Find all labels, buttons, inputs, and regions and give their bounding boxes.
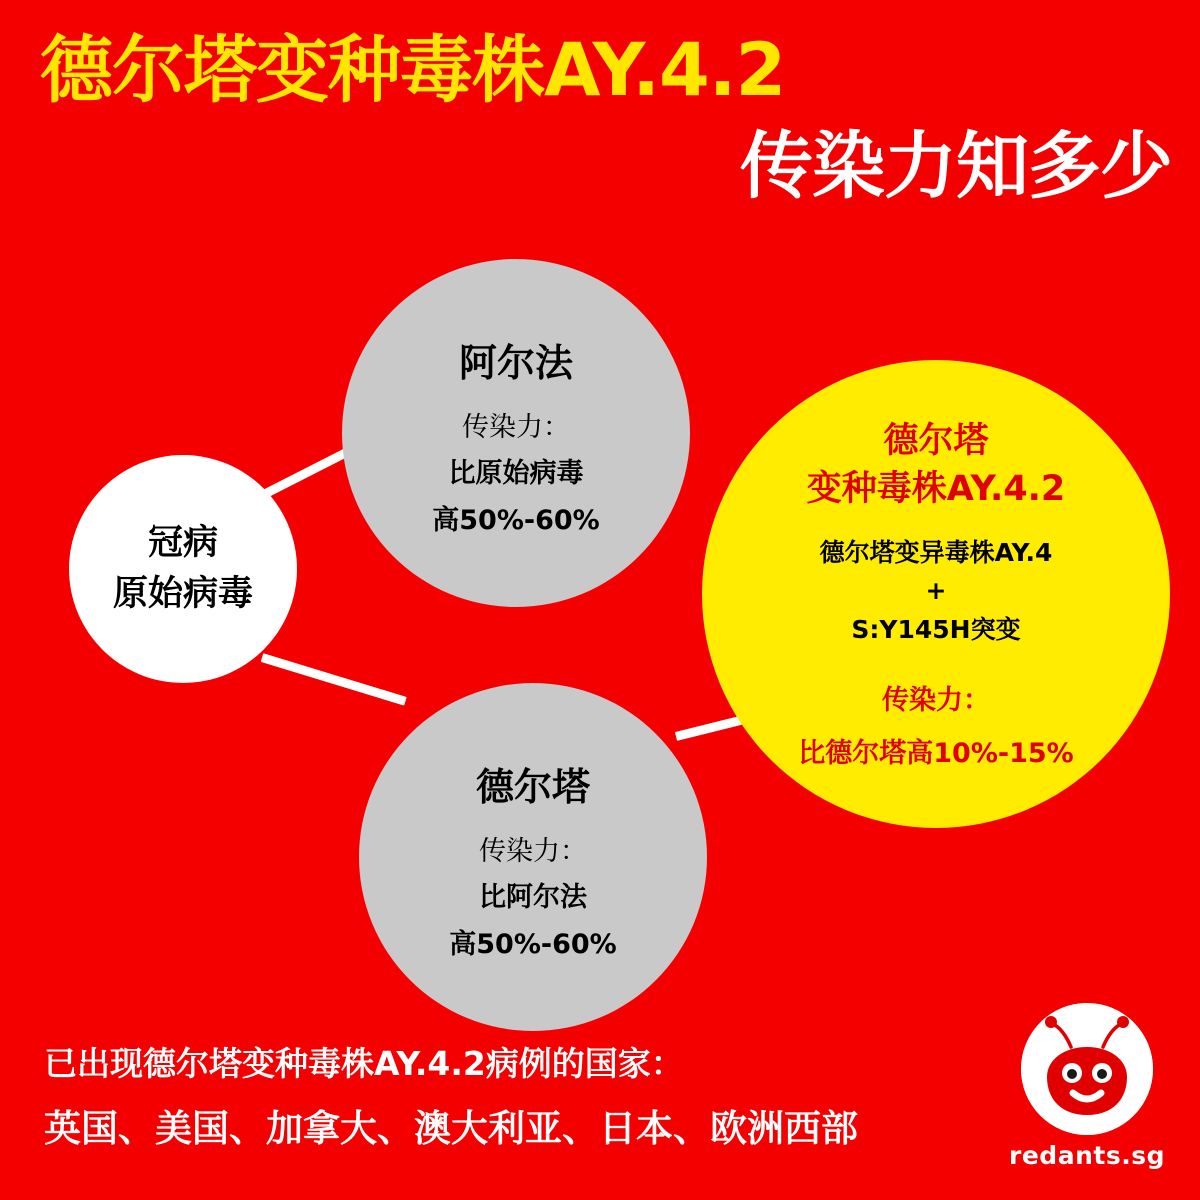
node-alpha-transmissibility-label: 传染力： <box>462 411 570 443</box>
node-alpha-line-1: 比原始病毒 <box>448 458 584 490</box>
footer-line-2: 英国、美国、加拿大、澳大利亚、日本、欧洲西部 <box>44 1106 858 1150</box>
node-ay42-composition-line-1: 德尔塔变异毒株AY.4 <box>819 538 1053 568</box>
footer-line-1: 已出现德尔塔变种毒株AY.4.2病例的国家： <box>44 1044 684 1083</box>
brand-name: redants.sg <box>1009 1141 1165 1170</box>
node-ay42-composition-line-3: S:Y145H突变 <box>851 614 1021 644</box>
footer-note <box>44 1039 994 1156</box>
node-original-virus <box>69 455 297 683</box>
node-delta-line-1: 比阿尔法 <box>479 882 587 914</box>
node-origin-title-line-2: 原始病毒 <box>112 574 253 614</box>
node-ay42-transmissibility-value: 比德尔塔高10%-15% <box>798 737 1074 769</box>
node-ay42-title-line-1: 德尔塔 <box>883 421 989 462</box>
page-title-line-1: 德尔塔变种毒株AY.4.2 <box>40 28 786 113</box>
node-delta-heading: 德尔塔 <box>475 764 590 809</box>
page-title-line-2: 传染力知多少 <box>740 124 1172 209</box>
node-delta-transmissibility-label: 传染力： <box>479 835 587 867</box>
node-ay42-variant <box>702 360 1170 828</box>
brand-logo <box>1002 1003 1172 1170</box>
red-ant-icon <box>1021 1003 1153 1135</box>
connector-origin-to-delta <box>261 653 407 705</box>
node-alpha-line-2: 高50%-60% <box>432 504 600 536</box>
node-delta-line-2: 高50%-60% <box>449 928 617 960</box>
node-alpha-variant <box>342 259 690 607</box>
node-ay42-composition-line-2: + <box>925 576 947 606</box>
node-alpha-heading: 阿尔法 <box>458 340 573 385</box>
node-origin-title-line-1: 冠病 <box>147 523 218 564</box>
node-ay42-transmissibility-label: 传染力： <box>882 684 990 716</box>
node-delta-variant <box>359 683 707 1031</box>
node-ay42-title-line-2: 变种毒株AY.4.2 <box>806 468 1066 509</box>
